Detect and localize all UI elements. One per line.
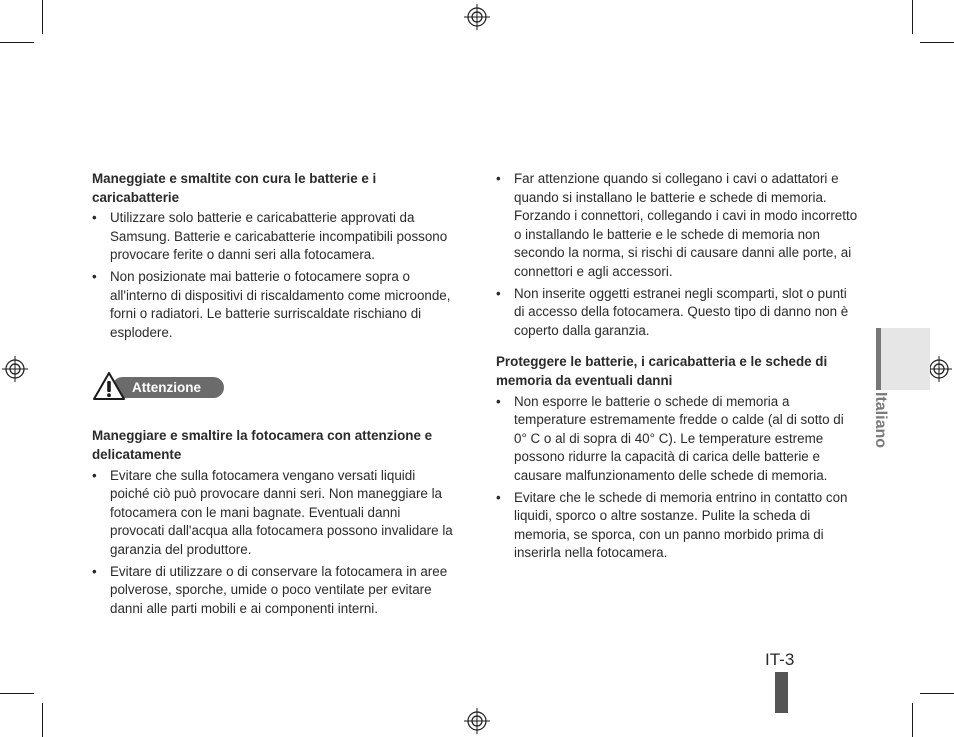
section-heading: Maneggiate e smaltite con cura le batterie e i caricabatterie: [92, 171, 377, 205]
crop-mark: [920, 42, 954, 43]
crop-mark: [0, 693, 34, 694]
list-item: • Non esporre le batterie o schede di memoria a temperature estremamente fredde o calde (al di sotto di 0° C o al di sopra di 40° C). Le temperature estreme possono ridurre la capacità di carica delle batterie e causare malfunzionamento delle schede di memoria.: [496, 393, 858, 486]
crop-mark: [920, 693, 954, 694]
crop-mark: [0, 42, 34, 43]
page-number-bar: [775, 672, 788, 713]
bullet-list: [92, 467, 454, 619]
crop-mark: [912, 703, 913, 737]
list-item: • Far attenzione quando si collegano i cavi o adattatori e quando si installano le batterie e schede di memoria. Forzando i connettori, collegando i cavi in modo incorretto o installando le batterie e le schede di memoria non secondo la norma, si rischi di causare danni alle porte, ai connettori e agli accessori.: [496, 170, 858, 282]
list-item: • Non inserite oggetti estranei negli scomparti, slot o punti di accesso della fotocamera. Questo tipo di danno non è coperto dalla garanzia.: [496, 285, 858, 341]
list-item: • Evitare che sulla fotocamera vengano versati liquidi poiché ciò può provocare danni seri. Non maneggiare la fotocamera con le mani bagnate. Eventuali danni provocati dall'acqua alla fotocamera possono invalidare la garanzia del produttore.: [92, 467, 454, 560]
section-heading: Proteggere le batterie, i caricabatteria e le schede di memoria da eventuali danni: [496, 354, 828, 388]
crop-mark: [912, 0, 913, 34]
crop-mark: [42, 0, 43, 34]
attention-label: [92, 371, 454, 401]
crop-mark: [42, 703, 43, 737]
right-column: [496, 170, 858, 566]
registration-mark-icon: [464, 708, 490, 734]
left-column: [92, 170, 454, 621]
attention-text: Attenzione: [132, 380, 201, 396]
bullet-list: [496, 170, 858, 340]
list-item: • Utilizzare solo batterie e caricabatterie approvati da Samsung. Batterie e caricabatterie incompatibili possono provocare ferite o danni seri alla fotocamera.: [92, 209, 454, 265]
bullet-list: [92, 209, 454, 342]
section-heading: Maneggiare e smaltire la fotocamera con attenzione e delicatamente: [92, 428, 433, 462]
registration-mark-icon: [2, 356, 28, 382]
bullet-list: [496, 393, 858, 563]
language-label: Italiano: [872, 392, 889, 449]
language-tab-bar: [876, 328, 881, 390]
page-number: IT-3: [765, 650, 795, 669]
registration-mark-icon: [464, 4, 490, 30]
list-item: • Non posizionate mai batterie o fotocamere sopra o all'interno di dispositivi di riscaldamento come microonde, forni o radiatori. Le batterie surriscaldate rischiano di esplodere.: [92, 268, 454, 342]
attention-pill: [112, 377, 224, 398]
warning-triangle-icon: [92, 371, 126, 401]
list-item: • Evitare di utilizzare o di conservare la fotocamera in aree polverose, sporche, umide o poco ventilate per evitare danni alle parti mobili e ai componenti interni.: [92, 563, 454, 619]
language-tab: [878, 328, 930, 390]
list-item: • Evitare che le schede di memoria entrino in contatto con liquidi, sporco o altre sostanze. Pulite la scheda di memoria, se sporca, con un panno morbido prima di inserirla nella fotocamera.: [496, 489, 858, 563]
